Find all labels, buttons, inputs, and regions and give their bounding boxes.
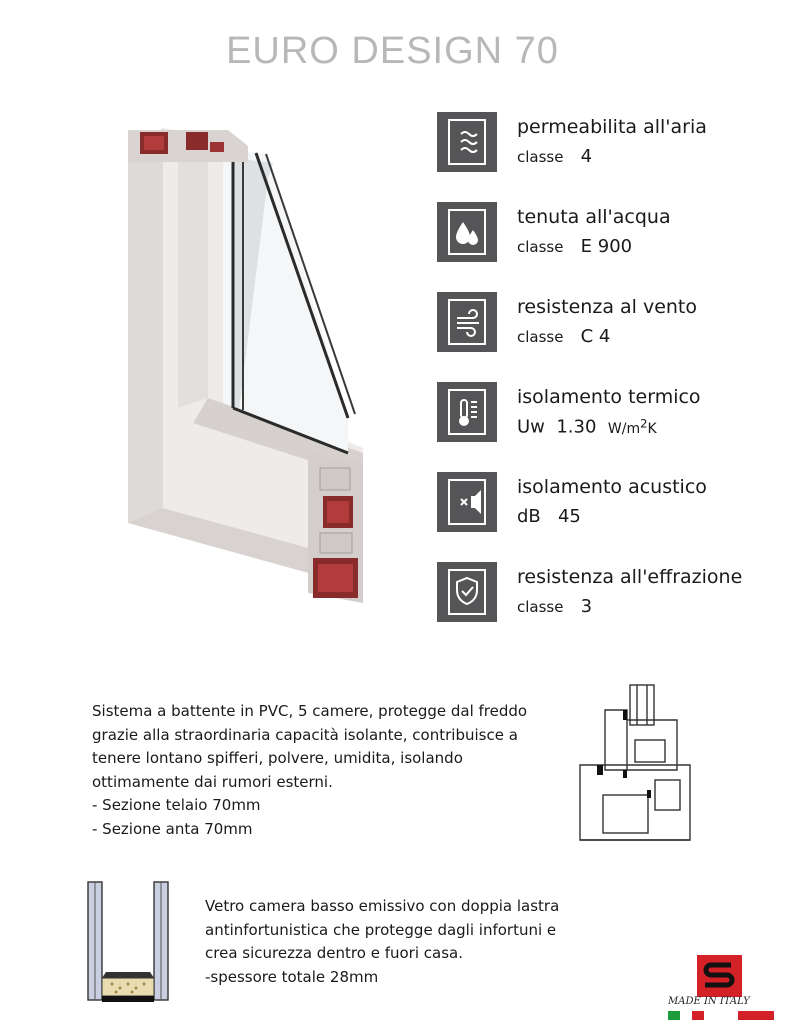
feature-burglar-resistance <box>437 562 777 624</box>
thermometer-icon <box>437 382 497 442</box>
glass-description: Vetro camera basso emissivo con doppia lastra antinfortunistica che protegge dagli infortuni e crea sicurezza dentro e fuori casa. -spessore totale 28mm <box>205 897 560 986</box>
feature-value: classe C 4 <box>517 326 611 347</box>
feature-water-tightness <box>437 202 777 264</box>
speaker-mute-icon <box>437 472 497 532</box>
feature-wind-resistance <box>437 292 777 354</box>
feature-name: permeabilita all'aria <box>517 116 707 138</box>
system-description: Sistema a battente in PVC, 5 camere, protegge dal freddo grazie alla straordinaria capacità isolante, contribuisce a tenere lontano spifferi, polvere, umidita, isolando ottimamente dai rumori esterni. - Sezione telaio 70mm - Sezione anta 70mm <box>92 702 528 838</box>
feature-value: dB 45 <box>517 506 581 527</box>
profile-section-drawing <box>575 680 695 850</box>
feature-value: classe E 900 <box>517 236 633 257</box>
feature-name: isolamento termico <box>517 386 701 408</box>
feature-value: Uw 1.30 $W/m^2K$ <box>517 416 657 438</box>
feature-name: isolamento acustico <box>517 476 707 498</box>
brand-logo-icon <box>697 955 742 997</box>
feature-name: resistenza al vento <box>517 296 698 318</box>
feature-name: resistenza all'effrazione <box>517 566 743 588</box>
feature-value: classe 4 <box>517 146 593 167</box>
wind-icon <box>437 292 497 352</box>
shield-icon <box>437 562 497 622</box>
air-permeability-icon <box>437 112 497 172</box>
feature-air-permeability <box>437 112 777 174</box>
glass-unit-drawing <box>82 880 174 1005</box>
feature-name: tenuta all'acqua <box>517 206 671 228</box>
water-drop-icon <box>437 202 497 262</box>
feature-value: classe 3 <box>517 596 593 617</box>
page-title: EURO DESIGN 70 <box>226 30 559 72</box>
italy-flag-right <box>738 1011 774 1020</box>
made-in-italy-label: MADE IN ITALY <box>668 996 750 1007</box>
italy-flag-left <box>668 1011 704 1020</box>
window-corner-image <box>108 118 378 653</box>
feature-acoustic-insulation <box>437 472 777 534</box>
feature-thermal-insulation <box>437 382 777 444</box>
